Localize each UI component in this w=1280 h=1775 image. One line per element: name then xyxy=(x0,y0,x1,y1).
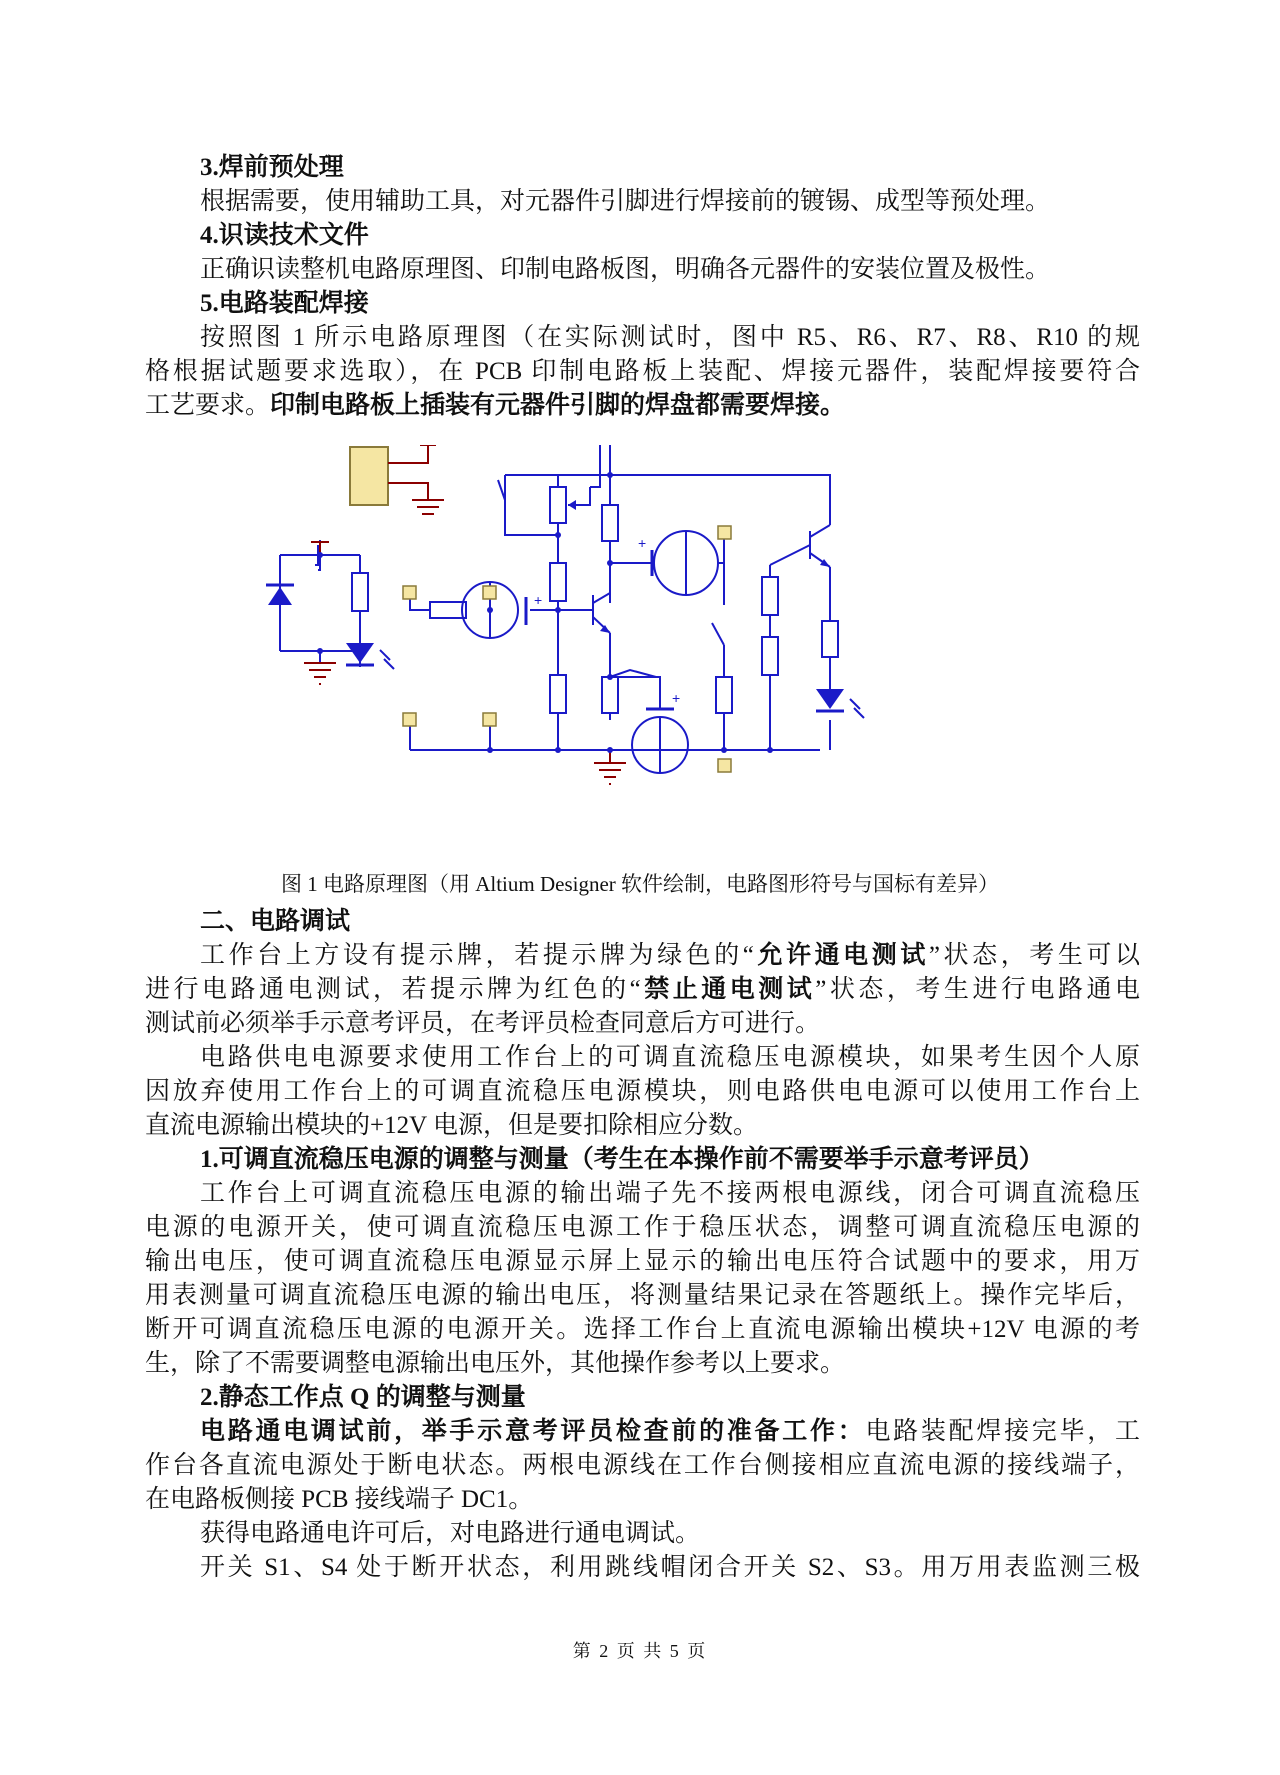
transistor-q2 xyxy=(810,525,830,567)
resistor-r6 xyxy=(716,677,732,713)
sub1-line-4: 用表测量可调直流稳压电源的输出电压，将测量结果记录在答题纸上。操作完毕后， xyxy=(145,1282,1140,1309)
led-left xyxy=(346,643,394,669)
sub2-line-1 xyxy=(200,1415,1140,1449)
power-connector xyxy=(350,447,388,505)
svg-text:+: + xyxy=(672,690,681,706)
section-heading-assembly: 5.电路装配焊接 xyxy=(200,290,369,317)
sub2-l1-normal: 电路装配焊接完毕，工 xyxy=(865,1418,1140,1445)
transistor-q1 xyxy=(593,593,610,633)
resistor-r4 xyxy=(602,505,618,541)
resistor-r5 xyxy=(602,677,618,713)
p1-line-2 xyxy=(145,973,1140,1007)
sub2-line-4: 获得电路通电许可后，对电路进行通电调试。 xyxy=(200,1520,701,1547)
diode-left xyxy=(266,585,294,605)
sub1-line-6: 生，除了不需要调整电源输出电压外，其他操作参考以上要求。 xyxy=(145,1350,846,1377)
p1-l2-a: 进行电路通电测试，若提示牌为红色的“ xyxy=(145,976,641,1003)
p2-line-2: 因放弃使用工作台上的可调直流稳压电源模块，则电路供电电源可以使用工作台上 xyxy=(145,1078,1140,1105)
paragraph-pre-weld: 根据需要，使用辅助工具，对元器件引脚进行焊接前的镀锡、成型等预处理。 xyxy=(200,188,1051,215)
ground-left xyxy=(304,663,336,684)
p1-l1-c: ”状态，考生可以 xyxy=(928,942,1140,969)
led-right xyxy=(816,689,864,718)
junction-dots xyxy=(317,472,773,753)
paragraph-assembly-line-2: 格根据试题要求选取），在 PCB 印制电路板上装配、焊接元器件，装配焊接要符合 xyxy=(145,358,1140,385)
assembly-text: 工艺要求。 xyxy=(145,392,271,419)
paragraph-assembly-line-3 xyxy=(145,389,1140,423)
sub2-l1-bold: 电路通电调试前，举手示意考评员检查前的准备工作： xyxy=(200,1418,866,1445)
sub1-line-1: 工作台上可调直流稳压电源的输出端子先不接两根电源线，闭合可调直流稳压 xyxy=(200,1180,1140,1207)
p1-l1-bold: 允许通电测试 xyxy=(753,942,929,969)
switch-s1 xyxy=(498,480,505,500)
p1-l2-c: ”状态，考生进行电路通电 xyxy=(815,976,1140,1003)
circuit-schematic xyxy=(160,445,1020,855)
meter-top xyxy=(654,531,718,595)
page-footer: 第 2 页 共 5 页 xyxy=(572,1641,708,1661)
resistor-r1 xyxy=(352,573,368,611)
figure-caption: 图 1 电路原理图（用 Altium Designer 软件绘制，电路图形符号与国标有差异） xyxy=(280,872,1000,896)
sub1-heading: 1.可调直流稳压电源的调整与测量（考生在本操作前不需要举手示意考评员） xyxy=(200,1146,1044,1173)
output-capacitor xyxy=(638,535,652,576)
potentiometer-rp xyxy=(550,487,566,523)
p1-l1-a: 工作台上方设有提示牌，若提示牌为绿色的“ xyxy=(200,942,754,969)
sub1-line-3: 输出电压，使可调直流稳压电源显示屏上显示的输出电压符合试题中的要求，用万 xyxy=(145,1248,1140,1275)
resistor-r2 xyxy=(550,563,566,601)
paragraph-assembly-line-1: 按照图 1 所示电路原理图（在实际测试时，图中 R5、R6、R7、R8、R10 的规 xyxy=(200,324,1140,351)
paragraph-read-docs: 正确识读整机电路原理图、印制电路板图，明确各元器件的安装位置及极性。 xyxy=(200,256,1051,283)
resistor-r7 xyxy=(762,577,778,615)
sub1-line-2: 电源的电源开关，使可调直流稳压电源工作于稳压状态，调整可调直流稳压电源的 xyxy=(145,1214,1140,1241)
part-heading-debugging: 二、电路调试 xyxy=(200,908,351,935)
section-heading-read-docs: 4.识读技术文件 xyxy=(200,222,369,249)
p1-line-1 xyxy=(200,939,1140,973)
ground-main xyxy=(594,750,626,784)
resistor-r8 xyxy=(762,637,778,675)
p2-line-3: 直流电源输出模块的+12V 电源，但是要扣除相应分数。 xyxy=(145,1112,758,1139)
resistor-input xyxy=(430,602,466,618)
sub2-line-2: 作台各直流电源处于断电状态。两根电源线在工作台侧接相应直流电源的接线端子， xyxy=(145,1452,1140,1479)
svg-text:+: + xyxy=(638,535,647,551)
potentiometer-wiper xyxy=(568,487,590,505)
svg-text:+: + xyxy=(534,592,543,608)
connector-wires xyxy=(388,445,444,514)
resistor-r9 xyxy=(822,621,838,657)
switch-s3 xyxy=(712,623,724,645)
sub2-line-3: 在电路板侧接 PCB 接线端子 DC1。 xyxy=(145,1486,534,1513)
p1-l2-bold: 禁止通电测试 xyxy=(640,976,816,1003)
p1-line-3: 测试前必须举手示意考评员，在考评员检查同意后方可进行。 xyxy=(145,1010,821,1037)
section-heading-pre-weld: 3.焊前预处理 xyxy=(200,154,344,181)
sub2-heading: 2.静态工作点 Q 的调整与测量 xyxy=(200,1384,526,1411)
resistor-r3 xyxy=(550,675,566,713)
switch-s2 xyxy=(610,670,656,677)
assembly-emphasis: 印制电路板上插装有元器件引脚的焊盘都需要焊接。 xyxy=(270,392,846,419)
sub1-line-5: 断开可调直流稳压电源的电源开关。选择工作台上直流电源输出模块+12V 电源的考 xyxy=(145,1316,1140,1343)
sub2-line-5: 开关 S1、S4 处于断开状态，利用跳线帽闭合开关 S2、S3。用万用表监测三极 xyxy=(200,1554,1140,1581)
p2-line-1: 电路供电电源要求使用工作台上的可调直流稳压电源模块，如果考生因个人原 xyxy=(200,1044,1140,1071)
